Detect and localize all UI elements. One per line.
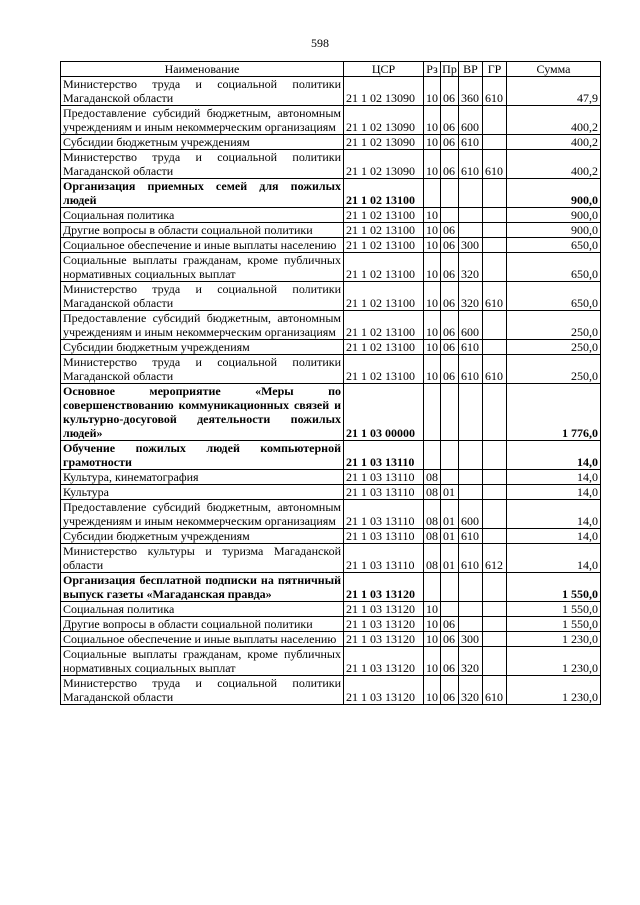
cell-csr: 21 1 02 13090 xyxy=(344,135,424,150)
cell-csr: 21 1 02 13100 xyxy=(344,223,424,238)
cell-gr: 610 xyxy=(483,282,507,311)
cell-rz: 08 xyxy=(424,529,441,544)
cell-name: Социальная политика xyxy=(61,602,344,617)
cell-csr: 21 1 03 13110 xyxy=(344,470,424,485)
cell-pr: 06 xyxy=(441,223,459,238)
cell-gr xyxy=(483,441,507,470)
cell-csr: 21 1 03 13120 xyxy=(344,676,424,705)
cell-csr: 21 1 02 13100 xyxy=(344,311,424,340)
cell-gr xyxy=(483,500,507,529)
cell-gr: 610 xyxy=(483,676,507,705)
table-row xyxy=(61,208,601,223)
column-header-name: Наименование xyxy=(61,62,344,77)
table-row xyxy=(61,77,601,106)
cell-gr xyxy=(483,470,507,485)
cell-csr: 21 1 02 13090 xyxy=(344,77,424,106)
cell-name: Социальное обеспечение и иные выплаты населению xyxy=(61,238,344,253)
cell-name: Предоставление субсидий бюджетным, автономным учреждениям и иным некоммерческим организациям xyxy=(61,311,344,340)
cell-csr: 21 1 03 00000 xyxy=(344,384,424,441)
cell-pr xyxy=(441,384,459,441)
cell-rz: 10 xyxy=(424,340,441,355)
cell-csr: 21 1 03 13110 xyxy=(344,529,424,544)
cell-sum: 400,2 xyxy=(507,150,601,179)
table-row xyxy=(61,647,601,676)
cell-vr: 360 xyxy=(459,77,483,106)
column-header-gr: ГР xyxy=(483,62,507,77)
table-row xyxy=(61,384,601,441)
cell-rz: 08 xyxy=(424,485,441,500)
cell-gr xyxy=(483,573,507,602)
table-row xyxy=(61,485,601,500)
cell-vr: 300 xyxy=(459,632,483,647)
cell-gr xyxy=(483,617,507,632)
table-row xyxy=(61,238,601,253)
cell-gr xyxy=(483,602,507,617)
cell-vr: 610 xyxy=(459,150,483,179)
cell-csr: 21 1 02 13100 xyxy=(344,340,424,355)
cell-gr xyxy=(483,647,507,676)
cell-sum: 900,0 xyxy=(507,223,601,238)
cell-rz: 10 xyxy=(424,223,441,238)
cell-vr: 320 xyxy=(459,676,483,705)
cell-gr xyxy=(483,632,507,647)
cell-vr: 300 xyxy=(459,238,483,253)
cell-name: Культура xyxy=(61,485,344,500)
cell-pr: 01 xyxy=(441,500,459,529)
cell-pr: 06 xyxy=(441,282,459,311)
cell-csr: 21 1 02 13100 xyxy=(344,282,424,311)
cell-rz: 10 xyxy=(424,106,441,135)
cell-sum: 400,2 xyxy=(507,135,601,150)
cell-gr xyxy=(483,179,507,208)
cell-name: Министерство труда и социальной политики Магаданской области xyxy=(61,150,344,179)
cell-name: Министерство труда и социальной политики Магаданской области xyxy=(61,676,344,705)
cell-name: Организация бесплатной подписки на пятничный выпуск газеты «Магаданская правда» xyxy=(61,573,344,602)
cell-rz: 10 xyxy=(424,632,441,647)
cell-name: Министерство труда и социальной политики Магаданской области xyxy=(61,77,344,106)
table-header-row xyxy=(61,62,601,77)
table-row xyxy=(61,106,601,135)
cell-name: Предоставление субсидий бюджетным, автономным учреждениям и иным некоммерческим организациям xyxy=(61,106,344,135)
cell-pr: 06 xyxy=(441,632,459,647)
cell-gr xyxy=(483,208,507,223)
cell-vr xyxy=(459,470,483,485)
cell-sum: 250,0 xyxy=(507,355,601,384)
cell-csr: 21 1 03 13110 xyxy=(344,441,424,470)
cell-gr xyxy=(483,223,507,238)
cell-sum: 14,0 xyxy=(507,470,601,485)
column-header-sum: Сумма xyxy=(507,62,601,77)
cell-rz: 10 xyxy=(424,676,441,705)
cell-name: Субсидии бюджетным учреждениям xyxy=(61,135,344,150)
cell-pr: 06 xyxy=(441,238,459,253)
cell-pr: 06 xyxy=(441,617,459,632)
table-row xyxy=(61,355,601,384)
cell-rz xyxy=(424,179,441,208)
table-row xyxy=(61,632,601,647)
cell-sum: 14,0 xyxy=(507,529,601,544)
cell-sum: 14,0 xyxy=(507,500,601,529)
cell-sum: 400,2 xyxy=(507,106,601,135)
cell-sum: 650,0 xyxy=(507,282,601,311)
cell-pr: 06 xyxy=(441,77,459,106)
cell-name: Основное мероприятие «Меры по совершенствованию коммуникационных связей и культурно-досуговой деятельности пожилых людей» xyxy=(61,384,344,441)
table-row xyxy=(61,150,601,179)
cell-csr: 21 1 03 13120 xyxy=(344,647,424,676)
cell-csr: 21 1 02 13100 xyxy=(344,253,424,282)
cell-gr xyxy=(483,106,507,135)
cell-pr: 01 xyxy=(441,485,459,500)
column-header-vr: ВР xyxy=(459,62,483,77)
cell-sum: 1 230,0 xyxy=(507,632,601,647)
cell-pr: 06 xyxy=(441,355,459,384)
cell-pr: 06 xyxy=(441,647,459,676)
table-row xyxy=(61,135,601,150)
cell-csr: 21 1 02 13100 xyxy=(344,208,424,223)
cell-vr: 320 xyxy=(459,253,483,282)
cell-vr xyxy=(459,602,483,617)
cell-rz: 10 xyxy=(424,282,441,311)
cell-csr: 21 1 02 13090 xyxy=(344,106,424,135)
table-row xyxy=(61,311,601,340)
cell-vr xyxy=(459,208,483,223)
cell-rz: 10 xyxy=(424,150,441,179)
table-row xyxy=(61,179,601,208)
cell-rz: 10 xyxy=(424,208,441,223)
cell-csr: 21 1 02 13100 xyxy=(344,238,424,253)
cell-pr xyxy=(441,208,459,223)
column-header-rz: Рз xyxy=(424,62,441,77)
table-row xyxy=(61,617,601,632)
cell-sum: 1 230,0 xyxy=(507,647,601,676)
cell-rz: 10 xyxy=(424,311,441,340)
column-header-csr: ЦСР xyxy=(344,62,424,77)
cell-sum: 1 550,0 xyxy=(507,602,601,617)
cell-vr: 610 xyxy=(459,544,483,573)
cell-rz: 08 xyxy=(424,544,441,573)
cell-name: Обучение пожилых людей компьютерной грамотности xyxy=(61,441,344,470)
cell-sum: 1 776,0 xyxy=(507,384,601,441)
cell-gr xyxy=(483,384,507,441)
cell-vr: 320 xyxy=(459,282,483,311)
cell-pr xyxy=(441,602,459,617)
cell-vr xyxy=(459,573,483,602)
cell-sum: 650,0 xyxy=(507,253,601,282)
cell-rz: 10 xyxy=(424,617,441,632)
cell-name: Министерство культуры и туризма Магаданской области xyxy=(61,544,344,573)
table-row xyxy=(61,470,601,485)
cell-sum: 900,0 xyxy=(507,208,601,223)
cell-csr: 21 1 03 13120 xyxy=(344,617,424,632)
cell-sum: 1 550,0 xyxy=(507,617,601,632)
cell-pr: 06 xyxy=(441,150,459,179)
cell-pr xyxy=(441,573,459,602)
cell-sum: 1 550,0 xyxy=(507,573,601,602)
cell-name: Организация приемных семей для пожилых людей xyxy=(61,179,344,208)
cell-vr: 610 xyxy=(459,529,483,544)
cell-vr: 610 xyxy=(459,340,483,355)
table-row xyxy=(61,340,601,355)
cell-vr: 600 xyxy=(459,106,483,135)
cell-rz: 10 xyxy=(424,238,441,253)
cell-gr: 610 xyxy=(483,150,507,179)
cell-gr xyxy=(483,135,507,150)
cell-vr: 610 xyxy=(459,355,483,384)
cell-sum: 250,0 xyxy=(507,340,601,355)
table-row xyxy=(61,441,601,470)
cell-pr: 06 xyxy=(441,106,459,135)
cell-csr: 21 1 03 13120 xyxy=(344,602,424,617)
cell-gr: 610 xyxy=(483,77,507,106)
cell-name: Министерство труда и социальной политики Магаданской области xyxy=(61,355,344,384)
cell-sum: 47,9 xyxy=(507,77,601,106)
cell-name: Культура, кинематография xyxy=(61,470,344,485)
cell-pr xyxy=(441,441,459,470)
cell-rz xyxy=(424,573,441,602)
cell-pr: 01 xyxy=(441,529,459,544)
cell-vr xyxy=(459,617,483,632)
cell-sum: 14,0 xyxy=(507,485,601,500)
cell-gr xyxy=(483,253,507,282)
cell-name: Социальные выплаты гражданам, кроме публичных нормативных социальных выплат xyxy=(61,253,344,282)
cell-vr: 610 xyxy=(459,135,483,150)
cell-name: Социальное обеспечение и иные выплаты населению xyxy=(61,632,344,647)
cell-pr: 01 xyxy=(441,544,459,573)
cell-gr xyxy=(483,485,507,500)
table-row xyxy=(61,573,601,602)
cell-vr xyxy=(459,179,483,208)
cell-vr: 600 xyxy=(459,500,483,529)
cell-gr: 610 xyxy=(483,355,507,384)
cell-rz: 10 xyxy=(424,647,441,676)
table-row xyxy=(61,253,601,282)
table-row xyxy=(61,500,601,529)
cell-name: Социальные выплаты гражданам, кроме публичных нормативных социальных выплат xyxy=(61,647,344,676)
cell-csr: 21 1 03 13110 xyxy=(344,544,424,573)
cell-pr: 06 xyxy=(441,311,459,340)
cell-rz: 10 xyxy=(424,77,441,106)
cell-vr xyxy=(459,384,483,441)
cell-vr xyxy=(459,223,483,238)
cell-gr xyxy=(483,311,507,340)
cell-name: Субсидии бюджетным учреждениям xyxy=(61,340,344,355)
cell-vr xyxy=(459,485,483,500)
cell-sum: 650,0 xyxy=(507,238,601,253)
cell-csr: 21 1 02 13100 xyxy=(344,355,424,384)
cell-rz: 10 xyxy=(424,135,441,150)
cell-csr: 21 1 02 13100 xyxy=(344,179,424,208)
cell-csr: 21 1 03 13120 xyxy=(344,573,424,602)
cell-name: Предоставление субсидий бюджетным, автономным учреждениям и иным некоммерческим организациям xyxy=(61,500,344,529)
cell-vr: 600 xyxy=(459,311,483,340)
cell-gr xyxy=(483,238,507,253)
cell-rz xyxy=(424,384,441,441)
cell-sum: 250,0 xyxy=(507,311,601,340)
cell-rz xyxy=(424,441,441,470)
column-header-pr: Пр xyxy=(442,62,457,76)
cell-pr: 06 xyxy=(441,253,459,282)
cell-pr: 06 xyxy=(441,135,459,150)
cell-csr: 21 1 03 13110 xyxy=(344,500,424,529)
cell-rz: 10 xyxy=(424,355,441,384)
cell-name: Социальная политика xyxy=(61,208,344,223)
cell-csr: 21 1 03 13120 xyxy=(344,632,424,647)
table-body xyxy=(61,77,601,705)
cell-rz: 10 xyxy=(424,602,441,617)
table-row xyxy=(61,602,601,617)
cell-vr xyxy=(459,441,483,470)
cell-gr xyxy=(483,529,507,544)
table-row xyxy=(61,529,601,544)
cell-name: Другие вопросы в области социальной политики xyxy=(61,223,344,238)
page-number: 598 xyxy=(311,36,329,50)
cell-rz: 08 xyxy=(424,500,441,529)
cell-pr: 06 xyxy=(441,676,459,705)
cell-csr: 21 1 03 13110 xyxy=(344,485,424,500)
cell-rz: 10 xyxy=(424,253,441,282)
cell-gr xyxy=(483,340,507,355)
cell-name: Субсидии бюджетным учреждениям xyxy=(61,529,344,544)
cell-csr: 21 1 02 13090 xyxy=(344,150,424,179)
table-row xyxy=(61,676,601,705)
cell-vr: 320 xyxy=(459,647,483,676)
cell-sum: 1 230,0 xyxy=(507,676,601,705)
cell-sum: 14,0 xyxy=(507,544,601,573)
cell-rz: 08 xyxy=(424,470,441,485)
table-row xyxy=(61,282,601,311)
table-row xyxy=(61,223,601,238)
cell-sum: 900,0 xyxy=(507,179,601,208)
budget-table xyxy=(60,61,601,705)
table-row xyxy=(61,544,601,573)
cell-name: Другие вопросы в области социальной политики xyxy=(61,617,344,632)
cell-sum: 14,0 xyxy=(507,441,601,470)
cell-pr xyxy=(441,470,459,485)
budget-table-container xyxy=(60,61,601,705)
cell-pr xyxy=(441,179,459,208)
cell-name: Министерство труда и социальной политики Магаданской области xyxy=(61,282,344,311)
cell-pr: 06 xyxy=(441,340,459,355)
cell-gr: 612 xyxy=(483,544,507,573)
